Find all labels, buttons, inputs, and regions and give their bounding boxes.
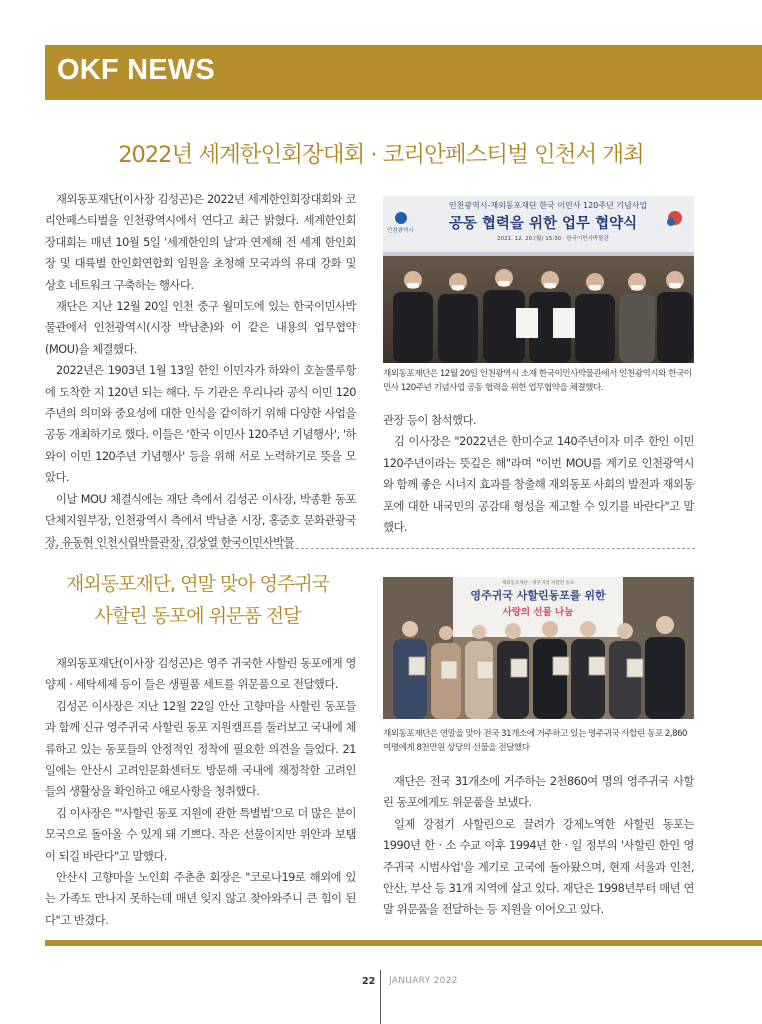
article-divider	[45, 548, 695, 549]
article2-photo-banner-line3: 사랑의 선물 나눔	[502, 607, 574, 618]
article2-photo-banner-line1: 재외동포재단 · 영주귀국 사할린 동포	[501, 581, 575, 586]
incheon-logo-text: 인천광역시	[387, 228, 414, 234]
article1-left-column	[45, 189, 356, 553]
section-label: OKF NEWS	[57, 54, 215, 86]
paragraph: 김 이사장은 "2022년은 한미수교 140주년이자 미주 한인 이민 120주년이라는 뜻깊은 해"라며 "이번 MOU를 계기로 인천광역시와 함께 좋은 시너지 효과를 창출해 재외동포 사회의 발전과 재외동포에 대한 내국민의 공감대 형성을 제고할 수 있기를 바란다"고 말했다.	[383, 435, 694, 535]
paragraph: 안산시 고향마을 노인회 주춘춘 회장은 "코로나19로 해외에 있는 가족도 만나지 못하는데 매년 잊지 않고 찾아와주니 큰 힘이 된다"고 반겼다.	[45, 871, 356, 927]
issue-date: JANUARY 2022	[389, 976, 458, 986]
article1-photo-banner-line2: 공동 협력을 위한 업무 협약식	[448, 216, 638, 232]
paragraph: 일제 강점기 사할린으로 끌려가 강제노역한 사할린 동포는 1990년 한 · 소 수교 이후 1994년 한 · 일 정부의 '사할린 한인 영주귀국 시범사업'을 계기로 고국에 돌아왔으며, 현재 서울과 인천, 안산, 부산 등 31개 지역에 살고 있다. 재단은 1998년부터 매년 연말 위문품을 전달하는 등 지원을 이어오고 있다.	[383, 817, 694, 917]
article1-photo	[383, 196, 694, 363]
paragraph: 김 이사장은 "'사할린 동포 지원에 관한 특별법'으로 더 많은 분이 모국으로 돌아올 수 있게 돼 기쁘다. 작은 선물이지만 위안과 보탬이 되길 바란다"고 말했다.	[45, 806, 356, 863]
article1-right-column	[383, 410, 694, 538]
page-number: 22	[362, 976, 376, 987]
footer-divider	[380, 970, 381, 1024]
article2-title-line1: 재외동포재단, 연말 맞아 영주귀국	[65, 573, 330, 595]
article2-right-column	[383, 771, 694, 921]
paragraph: 관장 등이 참석했다.	[383, 414, 477, 427]
article1-photo-caption: 재외동포재단은 12월 20일 인천광역시 소재 한국이민사박물관에서 인천광역시와 한국이민사 120주년 기념사업 공동 협력을 위한 업무협약을 체결했다.	[383, 369, 692, 393]
article1-photo-banner-line1: 인천광역시-재외동포재단 한국 이민사 120주년 기념사업	[448, 201, 648, 210]
section-header-bar	[45, 45, 762, 100]
bottom-rule	[45, 940, 762, 946]
paragraph: 2022년은 1903년 1월 13일 한인 이민자가 하와이 호놀룰루항에 도착한 지 120년 되는 해다. 두 기관은 우리나라 공식 이민 120주년의 의미와 중요성에 대한 인식을 같이하기 위해 다양한 사업을 공동 개최하기로 했다. 이들은 '한국 이민사 120주년 기념행사', '하와이 이민 120주년 기념행사' 등을 위해 서로 노력하기로 뜻을 모았다.	[45, 364, 356, 485]
paragraph: 재단은 지난 12월 20일 인천 중구 월미도에 있는 한국이민사박물관에서 인천광역시(시장 박남춘)와 이 같은 내용의 업무협약(MOU)을 체결했다.	[45, 300, 356, 356]
article1-title: 2022년 세계한인회장대회 · 코리안페스티벌 인천서 개최	[118, 142, 644, 168]
article2-photo	[383, 577, 694, 719]
paragraph: 이날 MOU 체결식에는 재단 측에서 김성곤 이사장, 박종환 동포단체지원부장, 인천광역시 측에서 박남춘 시장, 홍준호 문화관광국장, 유동현 인천시립박물관장, 김상열 한국이민사박물	[45, 492, 356, 549]
paragraph: 김성곤 이사장은 지난 12월 22일 안산 고향마을 사할린 동포들과 함께 신규 영주귀국 사할린 동포 지원캠프를 둘러보고 국내에 체류하고 있는 동포들의 안정적인 정착에 필요한 의견을 들었다. 21일에는 안산시 고려인문화센터도 방문해 국내에 재정착한 고려인들의 생활상을 확인하고 애로사항을 청취했다.	[45, 699, 356, 799]
article2-photo-caption: 재외동포재단은 연말을 맞아 전국 31개소에 거주하고 있는 영주귀국 사할린 동포 2,860여명에게 8천만원 상당의 선물을 전달했다	[383, 729, 688, 753]
paragraph: 재외동포재단(이사장 김성곤)은 영주 귀국한 사할린 동포에게 영양제 · 세탁세제 등이 들은 생필품 세트를 위문품으로 전달했다.	[45, 657, 356, 692]
article2-left-column	[45, 653, 356, 931]
paragraph: 재단은 전국 31개소에 거주하는 2천860여 명의 영주귀국 사할린 동포에게도 위문품을 보냈다.	[383, 775, 694, 810]
article2-title-line2: 사할린 동포에 위문품 전달	[94, 605, 301, 627]
article1-photo-banner-line3: 2021. 12. 20.(월) 15:30 · 한국이민사박물관	[497, 236, 609, 242]
article2-photo-banner-line2: 영주귀국 사할린동포를 위한	[470, 589, 606, 602]
paragraph: 재외동포재단(이사장 김성곤)은 2022년 세계한인회장대회와 코리안페스티벌을 인천광역시에서 연다고 최근 밝혔다. 세계한인회장대회는 매년 10월 5일 '세계한인의 날'과 연계해 전 세계 한인회장 및 대륙별 한인회연합회 임원을 초청해 모국과의 유대 강화 및 상호 네트워크 구축하는 행사다.	[45, 193, 356, 292]
